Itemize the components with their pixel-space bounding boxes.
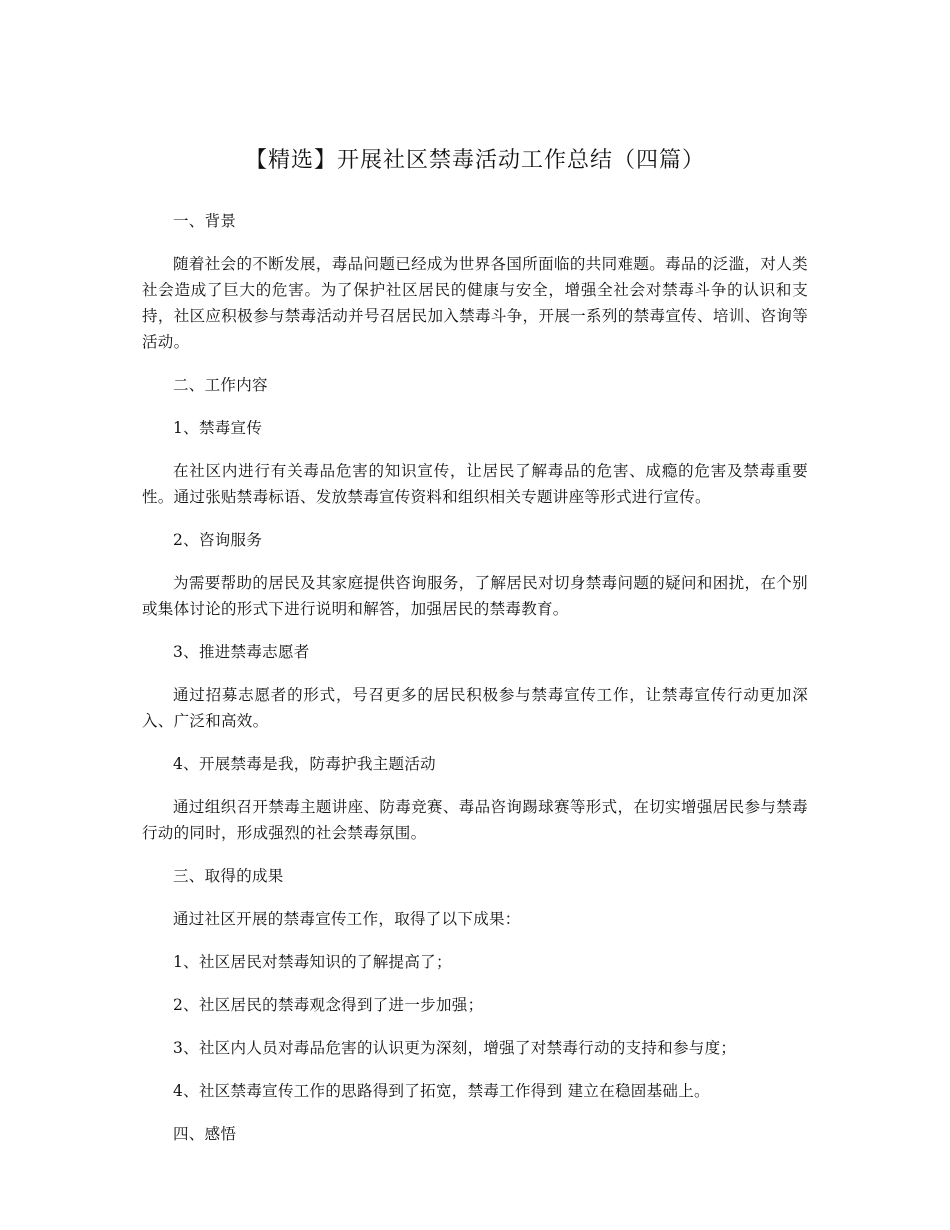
section-heading-background: 一、背景 bbox=[173, 212, 237, 230]
paragraph-background: 随着社会的不断发展，毒品问题已经成为世界各国所面临的共同难题。毒品的泛滥，对人类社会造成了巨大的危害。为了保护社区居民的健康与安全，增强全社会对禁毒斗争的认识和支持，社区应积极参与禁毒活动并号召居民加入禁毒斗争，开展一系列的禁毒宣传、培训、咨询等活动。 bbox=[142, 255, 808, 351]
section-heading-results: 三、取得的成果 bbox=[173, 867, 284, 885]
subheading-consulting: 2、咨询服务 bbox=[173, 531, 263, 549]
document-title: 【精选】开展社区禁毒活动工作总结（四篇） bbox=[244, 148, 705, 173]
result-item: 1、社区居民对禁毒知识的了解提高了； bbox=[173, 953, 452, 971]
paragraph-publicity: 在社区内进行有关毒品危害的知识宣传，让居民了解毒品的危害、成瘾的危害及禁毒重要性。通过张贴禁毒标语、发放禁毒宣传资料和组织相关专题讲座等形式进行宣传。 bbox=[142, 462, 808, 506]
section-heading-reflections: 四、感悟 bbox=[173, 1125, 237, 1143]
result-item: 3、社区内人员对毒品危害的认识更为深刻，增强了对禁毒行动的支持和参与度； bbox=[173, 1039, 737, 1057]
subheading-theme-activity: 4、开展禁毒是我，防毒护我主题活动 bbox=[173, 755, 436, 773]
result-item: 2、社区居民的禁毒观念得到了进一步加强； bbox=[173, 996, 484, 1014]
paragraph-results-intro: 通过社区开展的禁毒宣传工作，取得了以下成果： bbox=[173, 910, 521, 928]
section-heading-work-content: 二、工作内容 bbox=[173, 376, 268, 394]
result-item: 4、社区禁毒宣传工作的思路得到了拓宽，禁毒工作得到 建立在稳固基础上。 bbox=[173, 1082, 710, 1100]
document-body bbox=[142, 208, 808, 1147]
paragraph-volunteers: 通过招募志愿者的形式，号召更多的居民积极参与禁毒宣传工作，让禁毒宣传行动更加深入、广泛和高效。 bbox=[142, 686, 808, 730]
subheading-volunteers: 3、推进禁毒志愿者 bbox=[173, 643, 310, 661]
paragraph-theme-activity: 通过组织召开禁毒主题讲座、防毒竞赛、毒品咨询踢球赛等形式，在切实增强居民参与禁毒行动的同时，形成强烈的社会禁毒氛围。 bbox=[142, 798, 808, 842]
paragraph-consulting: 为需要帮助的居民及其家庭提供咨询服务，了解居民对切身禁毒问题的疑问和困扰，在个别或集体讨论的形式下进行说明和解答，加强居民的禁毒教育。 bbox=[142, 574, 808, 618]
subheading-publicity: 1、禁毒宣传 bbox=[173, 419, 263, 437]
